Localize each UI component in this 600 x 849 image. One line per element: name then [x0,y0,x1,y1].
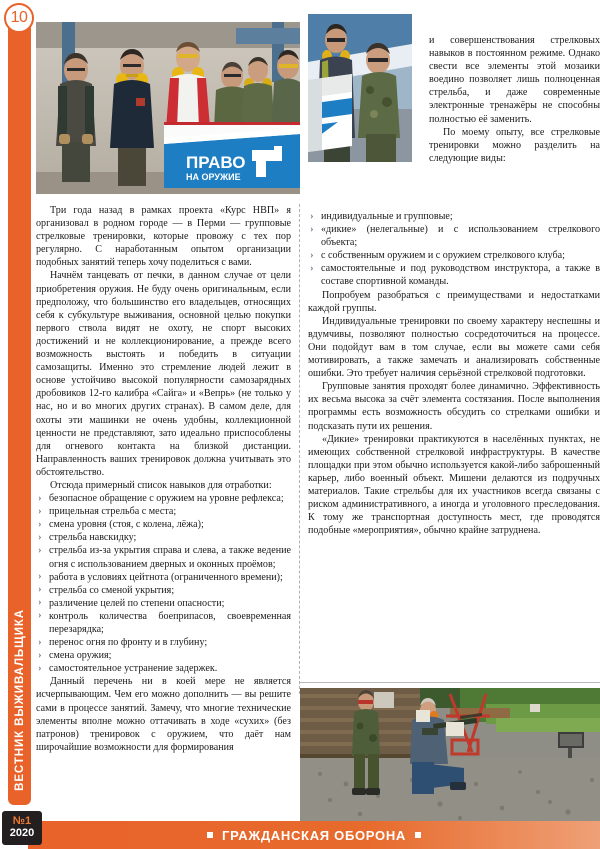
banner-line1-text: ПРАВО [186,153,246,172]
photo-shooting-range-art [300,688,600,821]
right-paragraph-5: Групповые занятия проходят более динамично. Эффективность их весьма высока за счёт элемента состязания. После выполнения программы есть возможность обсудить со стрелками ошибки и подсказать пути их решения. [308,381,600,432]
list-item: › безопасное обращение с оружием на уровне рефлекса; [36,492,291,505]
list-item: › индивидуальные и групповые; [308,210,600,223]
list-item: › самостоятельные и под руководством инструктора, а также в составе спортивной команды. [308,262,600,288]
page-number-badge: 10 [4,3,34,33]
right-paragraph-6: «Дикие» тренировки практикуются в населённых пунктах, не имеющих собственной стрелковой инфраструктуры. В качестве площадки при этом обычно используется какой-либо заброшенный карьер, либо военный объект. Мишени делаются из подручных материалов. Такие стрельбы для их участников всегда связаны с риском административного, а иногда и уголовного преследования. К тому же транспортная доступность мест, где проводятся подобные «мероприятия», обычно крайне затруднена. [308,433,600,537]
list-item: › стрельба из-за укрытия справа и слева, а также ведение огня с использованием дверных и оконных проёмов; [36,544,291,570]
right-column-top-text [429,34,600,165]
list-item: › с собственным оружием и с оружием стрелкового клуба; [308,249,600,262]
left-column-text [36,204,291,754]
photo-group-with-banner [36,22,300,194]
list-item: › стрельба навскидку; [36,531,291,544]
photo-shooting-range [300,688,600,821]
list-item: › работа в условиях цейтнота (ограниченного времени); [36,571,291,584]
magazine-sidebar-label: ВЕСТНИК ВЫЖИВАЛЬЩИКА [13,609,26,791]
left-paragraph-1: Три года назад в рамках проекта «Курс НВП» я организовал в родном городе — в Перми — групповые стрелковые тренировки, которые провожу с тех пор регулярно. С наработанным опытом организации подобных занятий теперь хочу поделиться с вами. [36,205,291,269]
square-bullet-right-icon [415,832,421,838]
banner-line2-text: НА ОРУЖИЕ [186,172,241,182]
right-paragraph-1: и совершенствования стрелковых навыков в постоянном режиме. Однако свести все элементы этой мозаики воедино позволяет лишь полноценная стрельба, и даже современные электронные тренажёры не способны полностью её заменить. [429,35,600,125]
footer-section-bar [28,821,600,849]
magazine-sidebar-bar [8,14,31,805]
list-item: › стрельба со сменой укрытия; [36,584,291,597]
left-paragraph-3: Отсюда примерный список навыков для отработки: [50,479,272,491]
column-divider [299,204,300,694]
left-paragraph-4: Данный перечень ни в коей мере не является исчерпывающим. Чем его можно дополнить — вы решите сами в процессе занятий. Замечу, что многие технические элементы вполне можно оттачивать в ходе «сухих» (без патронов) тренировок с оружием, что даёт нам широчайшие возможности для формирования [36,676,291,753]
list-item: › перенос огня по фронту и в глубину; [36,636,291,649]
right-paragraph-3: Попробуем разобраться с преимуществами и недостатками каждой группы. [308,289,600,314]
photo-two-shooters-with-flag-art [308,14,412,162]
photo-two-shooters-with-flag [308,14,412,162]
right-paragraph-4: Индивидуальные тренировки по своему характеру неспешны и вдумчивы, позволяют полностью сосредоточиться на процессе. Они подойдут вам в том случае, если вы можете сами себя мотивировать, а также замечать и анализировать собственные ошибки. Это требует наличия серьёзной стрелковой подготовки. [308,315,600,380]
footer-section-title: ГРАЖДАНСКАЯ ОБОРОНА [222,827,406,843]
list-item: › контроль количества боеприпасов, своевременная перезарядка; [36,610,291,636]
skills-list [36,492,291,675]
photo-group-with-banner-art [36,22,300,194]
page-content [36,14,600,821]
right-paragraph-2: По моему опыту, все стрелковые тренировки можно разделить на следующие виды: [429,126,600,164]
list-item: › самостоятельное устранение задержек. [36,662,291,675]
square-bullet-left-icon [207,832,213,838]
issue-number: №1 [12,815,32,828]
right-column-text [308,210,600,537]
list-item: › смена уровня (стоя, с колена, лёжа); [36,518,291,531]
right-column-hairline [300,682,600,683]
issue-badge [2,811,42,845]
list-item: › прицельная стрельба с места; [36,505,291,518]
list-item: › «дикие» (нелегальные) и с использованием стрелкового объекта; [308,223,600,249]
issue-year: 2020 [9,827,35,839]
list-item: › различение целей по степени опасности; [36,597,291,610]
training-types-list [308,210,600,289]
left-paragraph-2: Начнём танцевать от печки, в данном случае от цели приобретения оружия. Не буду очень оригинальным, если предположу, что большинство его владельцев, относящих себя к субкультуре выживания, основной целью покупки первого ствола видят не охоту, не спорт высоких достижений и не коллекционирование, а прежде всего возможность выстоять и победить в ситуации самозащиты. Именно это стремление людей лежит в основе устойчиво высокой популярности самозарядных дробовиков 12-го калибра «Сайга» и «Вепрь» (не только у нас, но и во многих других странах). В самом деле, для охоты эти машинки не очень удобны, коллекционной ценности не представляют, зато идеально приспособлены для огневого контакта на близкой дистанции. Направленность ваших тренировок должна учитывать это обстоятельство. [36,270,291,478]
list-item: › смена оружия; [36,649,291,662]
